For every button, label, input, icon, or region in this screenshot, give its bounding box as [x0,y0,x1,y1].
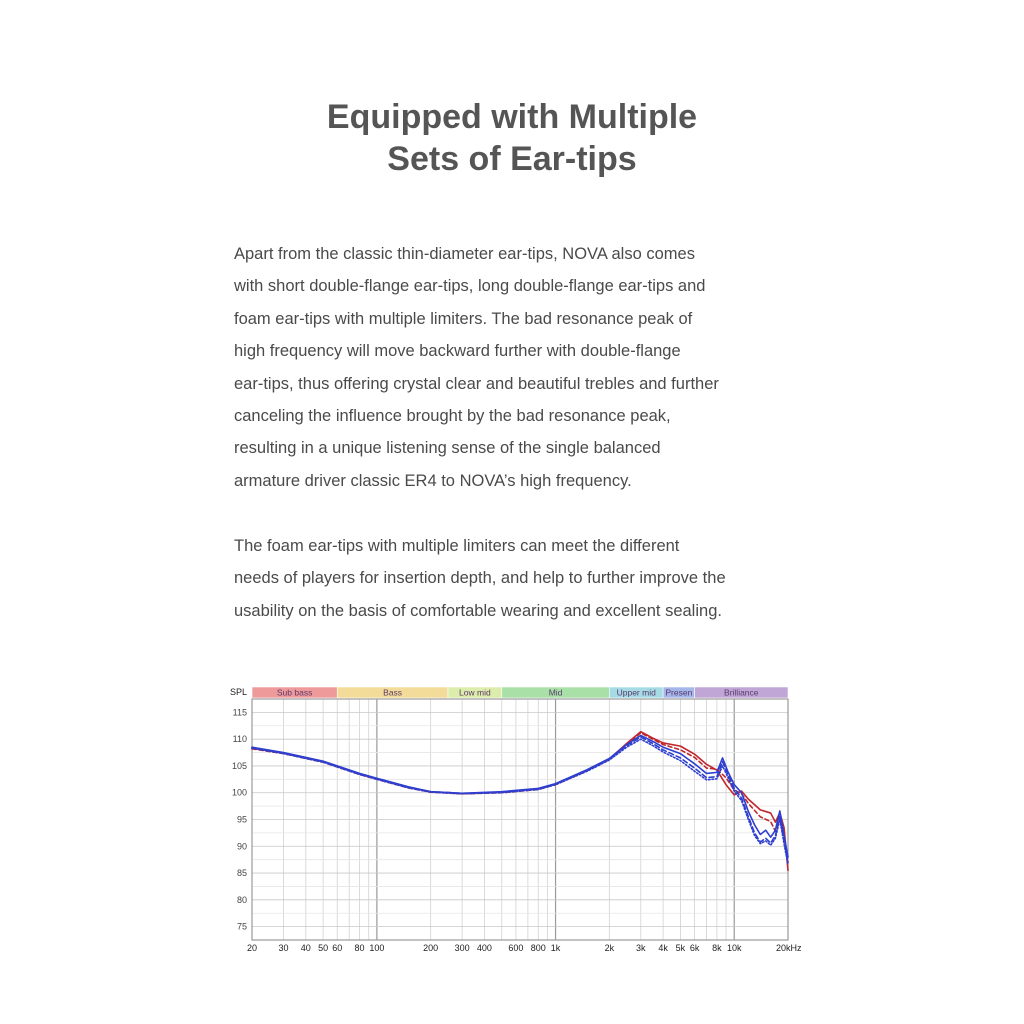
y-tick-label: 95 [236,814,247,825]
y-tick-label: 85 [236,868,247,879]
paragraph-line: Apart from the classic thin-diameter ear-tips, NOVA also comes [234,245,695,263]
y-tick-label: 110 [232,734,247,745]
x-tick-label: 40 [300,943,311,953]
x-tick-label: 6k [689,943,700,953]
frequency-band-label: Presen [665,687,693,698]
x-tick-label: 200 [423,943,439,953]
paragraph-line: resulting in a unique listening sense of the single balanced [234,439,661,458]
paragraph-line: ear-tips, thus offering crystal clear and beautiful trebles and further [234,374,719,393]
page-title-line-2: Sets of Ear-tips [387,140,637,178]
x-tick-label: 8k [712,943,722,953]
x-tick-label: 1k [550,943,561,953]
page-title [0,96,1024,180]
x-tick-label: 5k [675,943,686,953]
x-tick-label: 400 [476,943,492,953]
page-title-line-1: Equipped with Multiple [326,98,698,136]
description-paragraph-2 [234,535,814,632]
x-tick-label: 4k [658,943,668,953]
x-tick-label: 60 [332,943,343,953]
x-tick-label: 2k [604,943,615,953]
paragraph-line: with short double-flange ear-tips, long double-flange ear-tips and [234,277,706,296]
y-axis-label: SPL [230,687,248,697]
frequency-response-chart [226,682,806,957]
x-tick-label: 30 [278,943,289,953]
x-tick-label: 600 [508,943,524,953]
y-tick-label: 90 [236,841,247,852]
description-paragraph-1 [234,243,814,502]
x-tick-label: 20 [246,943,258,953]
y-tick-label: 100 [231,787,247,798]
frequency-band-label: Low mid [459,687,491,698]
paragraph-line: needs of players for insertion depth, and help to further improve the [234,569,726,588]
paragraph-line: The foam ear-tips with multiple limiters can meet the different [234,537,680,555]
x-tick-label: 50 [318,943,329,953]
x-tick-label: 80 [354,943,365,953]
frequency-band-label: Mid [548,687,563,698]
frequency-band-label: Brilliance [724,687,759,698]
paragraph-line: armature driver classic ER4 to NOVA’s high frequency. [234,471,632,490]
frequency-band-label: Upper mid [616,687,656,698]
y-tick-label: 75 [236,921,247,932]
x-tick-label: 3k [636,943,646,953]
x-tick-label: 300 [454,943,470,953]
frequency-band-label: Sub bass [276,687,313,698]
frequency-band-label: Bass [383,687,403,698]
y-tick-label: 105 [231,760,247,771]
y-tick-label: 80 [236,894,247,905]
x-tick-label: 20kHz [776,943,802,953]
x-tick-label: 100 [369,943,385,953]
paragraph-line: foam ear-tips with multiple limiters. The bad resonance peak of [234,309,693,328]
y-tick-label: 115 [232,707,247,718]
paragraph-line: canceling the influence brought by the bad resonance peak, [234,406,671,425]
x-tick-label: 10k [726,943,742,953]
paragraph-line: high frequency will move backward further with double-flange [234,342,681,361]
paragraph-line: usability on the basis of comfortable wearing and excellent sealing. [234,601,722,620]
x-tick-label: 800 [530,943,546,953]
